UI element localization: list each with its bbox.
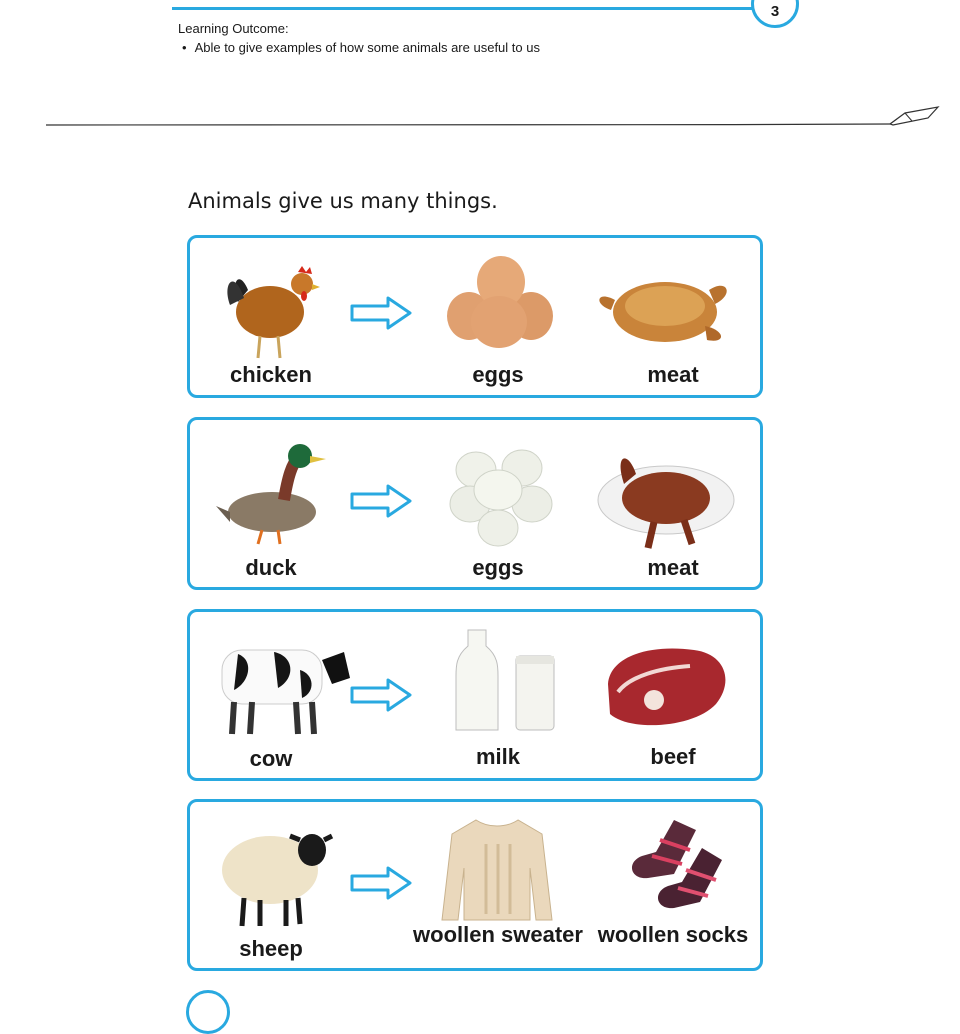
roast-duck-image [588,444,738,556]
intro-text: Animals give us many things. [188,189,498,213]
right-arrow-icon [350,866,412,900]
pencil-line-divider [0,95,960,135]
product-label: meat [647,362,699,387]
header-rule [172,7,754,10]
product-label: meat [647,555,699,580]
card-sheep [187,799,763,971]
card-chicken [187,235,763,398]
beef-image [590,636,740,736]
sheep-image [200,824,350,934]
learning-outcome-text: Able to give examples of how some animals are useful to us [194,40,540,55]
cow-image [204,630,354,742]
learning-outcome-item: • Able to give examples of how some animals are useful to us [182,40,540,55]
product-label: woollen sweater [413,922,583,947]
next-page-badge [186,990,230,1034]
page-number-badge [751,0,799,28]
animal-label: cow [249,746,293,771]
roast-chicken-image [587,260,737,352]
product-label: beef [650,744,696,769]
animal-label: sheep [239,936,303,961]
card-cow [187,609,763,781]
pencil-icon [890,107,938,125]
product-label: eggs [472,362,524,387]
duck-image [200,436,350,548]
animal-label: duck [245,555,297,580]
page-number: 3 [770,3,780,20]
card-duck [187,417,763,590]
duck-eggs-image [422,448,572,548]
animal-label: chicken [230,362,312,387]
sweater-image [422,814,572,924]
product-label: woollen socks [597,922,749,947]
milk-image [426,626,576,736]
right-arrow-icon [350,484,412,518]
chicken-image [200,250,350,360]
eggs-image [425,256,575,348]
right-arrow-icon [350,678,412,712]
product-label: eggs [472,555,524,580]
learning-outcome-title: Learning Outcome: [178,21,289,36]
right-arrow-icon [350,296,412,330]
socks-image [590,816,740,916]
product-label: milk [475,744,521,769]
